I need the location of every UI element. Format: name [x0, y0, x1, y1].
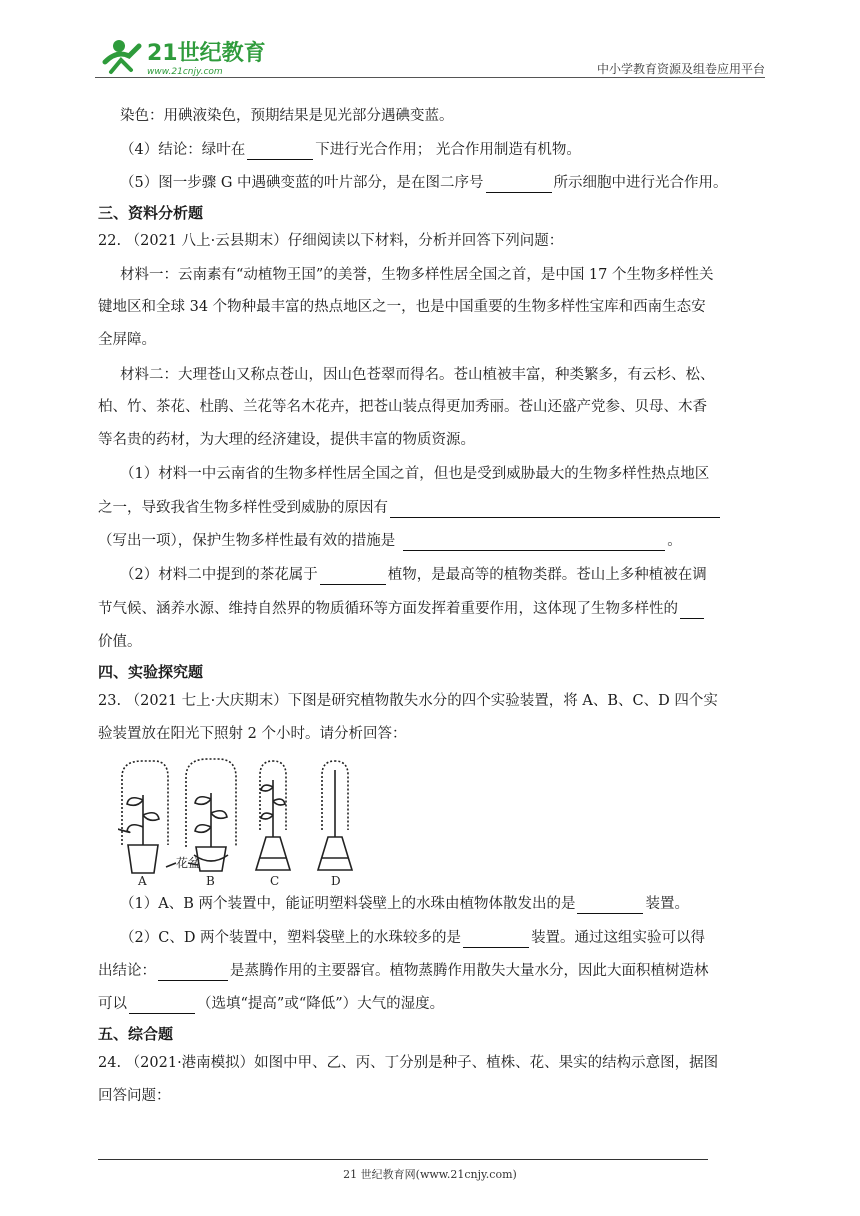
text-line: 节气候、涵养水源、维持自然界的物质循环等方面发挥着重要作用，这体现了生物多样性的 — [98, 599, 763, 619]
answer-blank[interactable] — [403, 534, 665, 551]
platform-name: 中小学教育资源及组卷应用平台 — [596, 62, 765, 76]
text-line: 之一，导致我省生物多样性受到威胁的原因有 — [98, 498, 763, 518]
section-heading: 四、实验探究题 — [98, 663, 204, 681]
question-stem: 24. （2021·港南模拟）如图中甲、乙、丙、丁分别是种子、植株、花、果实的结构示意图，据图 — [98, 1055, 719, 1071]
pot-label: 花盆 — [176, 856, 201, 870]
text-line: 回答问题： — [98, 1088, 171, 1104]
text-line: 键地区和全球 34 个物种最丰富的热点地区之一，也是中国重要的生物多样性宝库和西南生态安 — [98, 299, 706, 315]
text-line: 价值。 — [98, 634, 142, 650]
text-line: 验装置放在阳光下照射 2 个小时。请分析回答： — [98, 726, 407, 742]
figure-label-a: A — [138, 874, 147, 888]
logo-title: 21世纪教育 — [147, 41, 266, 66]
answer-blank[interactable] — [463, 931, 529, 948]
text-line: （2）材料二中提到的茶花属于 植物，是最高等的植物类群。苍山上多种植被在调 — [120, 567, 707, 583]
page-footer: 21 世纪教育网(www.21cnjy.com) — [343, 1168, 517, 1181]
text-line: 材料二：大理苍山又称点苍山，因山色苍翠而得名。苍山植被丰富，种类繁多，有云杉、松、 — [120, 367, 715, 383]
page-header — [95, 32, 765, 78]
text-line: （4）结论：绿叶在 下进行光合作用； 光合作用制造有机物。 — [120, 142, 581, 158]
answer-blank[interactable] — [247, 143, 313, 160]
experiment-figure — [118, 755, 368, 890]
text-line: 柏、竹、茶花、杜鹃、兰花等名木花卉，把苍山装点得更加秀丽。苍山还盛产党参、贝母、木香 — [98, 399, 707, 415]
text-line: 材料一：云南素有“动植物王国”的美誉，生物多样性居全国之首，是中国 17 个生物多样性关 — [120, 267, 714, 283]
answer-blank[interactable] — [680, 602, 704, 619]
text-line: 染色：用碘液染色，预期结果是见光部分遇碘变蓝。 — [120, 108, 454, 124]
header-divider — [95, 77, 765, 78]
site-logo — [95, 32, 275, 78]
text-line: 全屏障。 — [98, 332, 156, 348]
question-stem: 22. （2021 八上·云县期末）仔细阅读以下材料，分析并回答下列问题： — [98, 233, 564, 249]
answer-blank[interactable] — [158, 964, 228, 981]
text-line: （1）材料一中云南省的生物多样性居全国之首，但也是受到威胁最大的生物多样性热点地区 — [120, 466, 710, 482]
footer-divider — [98, 1159, 708, 1160]
logo-url: www.21cnjy.com — [147, 67, 223, 77]
text-line: （写出一项），保护生物多样性最有效的措施是 。 — [98, 533, 682, 549]
text-line: 出结论： 是蒸腾作用的主要器官。植物蒸腾作用散失大量水分，因此大面积植树造林 — [98, 963, 709, 979]
section-heading: 三、资料分析题 — [98, 204, 204, 222]
answer-blank[interactable] — [577, 897, 643, 914]
section-heading: 五、综合题 — [98, 1025, 174, 1043]
figure-label-d: D — [331, 874, 341, 888]
text-line: （2）C、D 两个装置中，塑料袋壁上的水珠较多的是 装置。通过这组实验可以得 — [120, 930, 706, 946]
answer-blank[interactable] — [320, 568, 386, 585]
text-line: （5）图一步骤 G 中遇碘变蓝的叶片部分，是在图二序号 所示细胞中进行光合作用。 — [120, 175, 728, 191]
figure-label-b: B — [206, 874, 215, 888]
text-line: 等名贵的药材，为大理的经济建设，提供丰富的物质资源。 — [98, 432, 475, 448]
answer-blank[interactable] — [129, 997, 195, 1014]
text-line: （1）A、B 两个装置中，能证明塑料袋壁上的水珠由植物体散发出的是 装置。 — [120, 896, 689, 912]
answer-blank[interactable] — [390, 501, 720, 518]
text-line: 可以 （选填“提高”或“降低”）大气的湿度。 — [98, 996, 445, 1012]
question-stem: 23. （2021 七上·大庆期末）下图是研究植物散失水分的四个实验装置，将 A、B、C、D 四个实 — [98, 693, 718, 709]
figure-label-c: C — [270, 874, 280, 888]
answer-blank[interactable] — [486, 176, 552, 193]
